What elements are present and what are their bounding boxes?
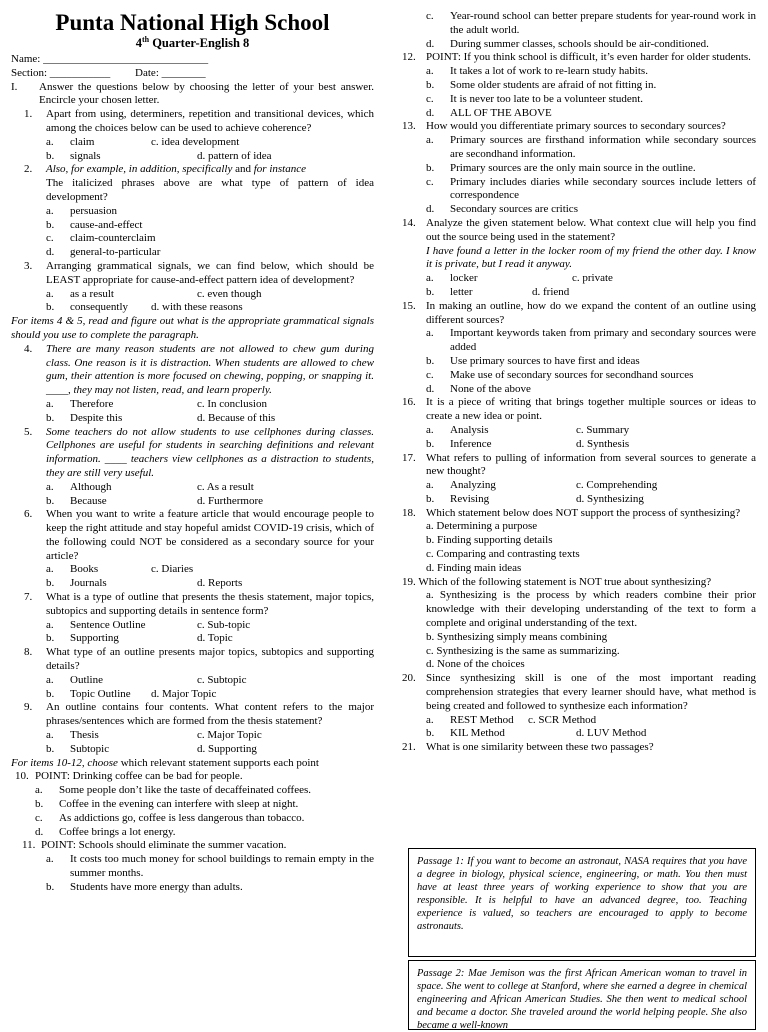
choice-letter: d. — [426, 382, 435, 395]
question-number: 14. — [402, 216, 416, 229]
choices-list-continued — [402, 10, 756, 51]
choice-b[interactable]: Revising — [450, 492, 490, 505]
section-date-line: Section: ___________ Date: ________ — [11, 66, 206, 79]
question-21 — [402, 741, 756, 755]
choice-b[interactable] — [46, 219, 374, 233]
question-number: 8. — [24, 646, 33, 659]
choice-a[interactable] — [35, 784, 374, 798]
choices-row — [402, 286, 756, 300]
choice-text: cause-and-effect — [70, 218, 143, 231]
question-text: POINT: Drinking coffee can be bad for people. — [35, 770, 243, 783]
question-text: Since synthesizing skill is one of the most important reading comprehension strategies that every learner should have, what method is being created and followed to synthesize each information? — [426, 672, 756, 712]
choice-item[interactable]: d. None of the choices — [426, 658, 525, 671]
choices-list — [11, 205, 374, 260]
question-number: 3. — [24, 259, 33, 272]
choice-c[interactable]: c. Major Topic — [197, 729, 262, 742]
choice-letter: a. — [46, 204, 54, 217]
choice-letter: b. — [46, 687, 55, 700]
question-number: 12. — [402, 51, 416, 64]
choice-letter: a. — [46, 618, 54, 631]
question-8 — [11, 646, 374, 674]
question-number: 21. — [402, 741, 416, 754]
question-text: In making an outline, how do we expand the content of an outline using different sources? — [426, 299, 756, 326]
choices-row — [11, 481, 374, 495]
question-number: 18. — [402, 506, 416, 519]
choice-letter: c. — [426, 175, 434, 188]
items-10-12-instruction — [11, 757, 374, 771]
choice-item[interactable]: d. Finding main ideas — [426, 561, 522, 574]
choice-d[interactable] — [426, 383, 756, 397]
quoted-statement: I have found a letter in the locker room of my friend the other day. I know it is private, but I read it anyway. — [426, 244, 756, 271]
choice-a[interactable]: Therefore — [70, 397, 114, 410]
choices-row — [11, 688, 374, 702]
choice-c[interactable] — [46, 232, 374, 246]
choices-row — [11, 674, 374, 688]
choice-b[interactable]: Subtopic — [70, 742, 110, 755]
choice-c[interactable]: c. SCR Method — [528, 713, 597, 726]
choice-c[interactable]: c. Sub-topic — [197, 618, 251, 631]
choice-text: Year-round school can better prepare students for year-round work in the adult world. — [450, 10, 756, 36]
choice-letter: b. — [426, 161, 435, 174]
choice-letter: d. — [46, 246, 55, 259]
choices-row — [11, 288, 374, 302]
choice-b[interactable]: Journals — [70, 577, 107, 590]
choice-letter: a. — [426, 327, 434, 340]
choice-letter: b. — [426, 727, 435, 740]
question-text: What refers to pulling of information from several sources to generate a new thought? — [426, 451, 756, 478]
question-text: There are many reason students are not allowed to chew gum during class. One reason is it is distraction. When students are allowed to chew gum, their attention is more focused on chewing, popping, or snapping it. ____, they may not listen, read, and learn properly. — [46, 342, 374, 397]
passage-2-box: Passage 2: Mae Jemison was the first African American woman to travel in space. She went to college at Stanford, where she earned a degree in chemical engineering and African American Studies. She then went to medical school and became a doctor. She traveled around the world helping people. She also became a well-known — [408, 960, 756, 1030]
choice-letter: a. — [426, 134, 434, 147]
left-column — [11, 0, 374, 895]
choice-c[interactable]: c. private — [572, 272, 613, 285]
choice-letter: a. — [35, 784, 43, 797]
choice-text: Secondary sources are critics — [450, 203, 578, 216]
choice-c[interactable] — [426, 369, 756, 383]
question-text: Which statement below does NOT support the process of synthesizing? — [426, 506, 741, 519]
choice-item[interactable]: a. Synthesizing is the process by which readers combine their prior knowledge with their developing understanding of the text to form a complete and original understanding of the text. — [426, 589, 756, 630]
choice-text: None of the above — [450, 382, 531, 395]
choice-letter: d. — [426, 203, 435, 216]
choice-letter: a. — [46, 287, 54, 300]
question-number: 17. — [402, 451, 416, 464]
choices-row — [402, 424, 756, 438]
choices-row — [11, 136, 374, 150]
question-text: Analyze the given statement below. What context clue will help you find out the source being used in the statement? — [426, 216, 756, 243]
question-text: Some teachers do not allow students to use cellphones during classes. Cellphones are useful for students in searching definitions and relevant information. ____ teachers view cellphones as a distraction to students, they are still very useful. — [46, 425, 374, 479]
choice-b[interactable] — [46, 881, 374, 895]
choice-letter: c. — [426, 10, 434, 22]
choice-letter: c. — [46, 232, 54, 245]
question-text: It is a piece of writing that brings together multiple sources or ideas to create a new idea or point. — [426, 396, 756, 423]
choices-row — [402, 493, 756, 507]
choices-row — [11, 577, 374, 591]
choices-row — [11, 495, 374, 509]
choice-c[interactable]: c. Summary — [576, 423, 630, 436]
question-number: 15. — [402, 299, 416, 312]
question-text: What is a type of outline that presents the thesis statement, major topics, subtopics and supporting details in sentence form? — [46, 591, 374, 617]
question-text: POINT: If you think school is difficult, it’s even harder for older students. — [426, 51, 751, 64]
question-number: 2. — [24, 163, 33, 176]
question-19 — [402, 576, 756, 590]
choices-row — [11, 743, 374, 757]
choice-text: Coffee brings a lot energy. — [59, 825, 176, 838]
name-line: Name: ______________________________ — [11, 53, 209, 65]
choices-row — [402, 479, 756, 493]
choice-item[interactable]: c. Synthesizing is the same as summarizing. — [426, 644, 620, 657]
choice-d[interactable] — [426, 203, 756, 217]
choice-text: It is never too late to be a volunteer student. — [450, 92, 644, 105]
choice-c[interactable] — [426, 176, 756, 204]
choice-b[interactable]: Inference — [450, 437, 492, 450]
choice-c[interactable]: c. Comprehending — [576, 479, 658, 492]
choice-d[interactable] — [46, 246, 374, 260]
choice-letter: a. — [46, 673, 54, 686]
choice-b[interactable]: consequently — [70, 301, 129, 314]
choice-a[interactable]: as a result — [70, 287, 114, 300]
conjunction: and — [232, 163, 254, 176]
question-20 — [402, 672, 756, 713]
choice-text: It takes a lot of work to re-learn study habits. — [450, 65, 648, 78]
question-number: 4. — [24, 342, 33, 355]
choice-d[interactable]: d. Synthesizing — [576, 492, 644, 505]
choice-text: Coffee in the evening can interfere with sleep at night. — [59, 798, 299, 811]
choice-text: Primary sources are firsthand information while secondary sources are secondhand information. — [450, 134, 756, 160]
quarter-number: 4 — [135, 36, 142, 50]
choice-a[interactable] — [46, 853, 374, 881]
school-title: Punta National High School — [55, 10, 330, 35]
question-text: What is one similarity between these two passages? — [426, 741, 654, 754]
choice-text: During summer classes, schools should be air-conditioned. — [450, 37, 709, 50]
question-13 — [402, 120, 756, 134]
choice-a[interactable]: Thesis — [70, 729, 99, 742]
choice-c[interactable] — [426, 10, 756, 38]
choices-row — [11, 398, 374, 412]
question-text: The italicized phrases above are what type of pattern of idea development? — [46, 177, 374, 203]
choice-letter: b. — [426, 285, 435, 298]
choice-letter: b. — [426, 492, 435, 505]
question-number: 16. — [402, 396, 416, 409]
choices-row — [402, 438, 756, 452]
choice-letter: b. — [46, 149, 55, 162]
choice-d[interactable]: d. Synthesis — [576, 437, 630, 450]
passage-1-box: Passage 1: If you want to become an astronaut, NASA requires that you have a degree in biology, physical science, engineering, or math. You then must have at least three years of working experience to show that you are responsible. It is helpful to have an advanced degree, too. Teaching experience is valued, so teachers are encouraged to apply to become astronauts. — [408, 848, 756, 957]
choice-b[interactable]: Despite this — [70, 411, 123, 424]
choice-letter: d. — [426, 106, 435, 119]
question-1 — [11, 108, 374, 136]
choices-row — [11, 729, 374, 743]
choice-text: claim-counterclaim — [70, 232, 156, 245]
question-number: 13. — [402, 120, 416, 133]
question-number: 7. — [24, 591, 33, 604]
choice-text: As addictions go, coffee is less dangerous than tobacco. — [59, 811, 305, 824]
question-number: 11. — [22, 839, 36, 852]
choices-list — [402, 327, 756, 396]
choice-letter: b. — [426, 78, 435, 91]
choice-c[interactable]: c. idea development — [151, 135, 240, 148]
choice-a[interactable] — [426, 65, 756, 79]
choice-letter: b. — [46, 301, 55, 314]
question-3 — [11, 260, 374, 288]
choice-a[interactable]: Sentence Outline — [70, 618, 146, 631]
instruction-text: Answer the questions below by choosing the letter of your best answer. Encircle your chosen letter. — [39, 80, 374, 107]
choice-letter: c. — [35, 811, 43, 824]
question-14 — [402, 217, 756, 245]
choice-letter: a. — [46, 563, 54, 576]
question-6 — [11, 508, 374, 563]
choice-b[interactable] — [426, 79, 756, 93]
choices-list — [402, 589, 756, 672]
choices-row — [11, 150, 374, 164]
choices-row — [11, 619, 374, 633]
choice-b[interactable]: Topic Outline — [70, 687, 131, 700]
question-12 — [402, 51, 756, 65]
choice-d[interactable] — [426, 107, 756, 121]
choice-text: Make use of secondary sources for secondhand sources — [450, 368, 694, 381]
choice-d[interactable]: d. with these reasons — [151, 301, 243, 314]
choice-letter: b. — [46, 411, 55, 424]
choices-row — [11, 301, 374, 315]
question-number: 20. — [402, 672, 416, 685]
choice-d[interactable]: d. pattern of idea — [197, 149, 272, 162]
choices-row — [11, 563, 374, 577]
choice-a[interactable]: claim — [70, 135, 95, 148]
choice-item[interactable]: c. Comparing and contrasting texts — [426, 548, 580, 561]
choice-letter: b. — [46, 880, 55, 893]
choice-letter: a. — [426, 713, 434, 726]
choice-b[interactable]: KIL Method — [450, 727, 505, 740]
question-number: 19. — [402, 575, 416, 588]
choices-list — [402, 134, 756, 217]
choice-text: persuasion — [70, 204, 118, 217]
choice-item[interactable]: b. Finding supporting details — [426, 534, 553, 547]
question-9 — [11, 701, 374, 729]
question-4 — [11, 343, 374, 398]
question-number: 10. — [15, 770, 29, 783]
instruction — [11, 81, 374, 109]
question-18 — [402, 507, 756, 521]
choice-c[interactable]: c. Subtopic — [197, 673, 247, 686]
choice-text: general-to-particular — [70, 246, 161, 259]
choice-letter: d. — [35, 825, 44, 838]
choice-letter: a. — [46, 135, 54, 148]
question-text: An outline contains four contents. What content refers to the major phrases/sentences which are formed from the thesis statement? — [46, 701, 374, 728]
choice-b[interactable]: letter — [450, 285, 473, 298]
question-16 — [402, 396, 756, 424]
choice-c[interactable]: c. even though — [197, 287, 262, 300]
choice-d[interactable]: d. Reports — [197, 577, 243, 590]
quarter-subtitle — [11, 36, 374, 51]
question-number: 5. — [24, 425, 33, 438]
choice-d[interactable]: d. friend — [532, 285, 570, 298]
choice-item[interactable]: a. Determining a purpose — [426, 520, 538, 533]
choice-a[interactable]: Books — [70, 563, 99, 576]
question-number: 6. — [24, 508, 33, 521]
choice-a[interactable] — [426, 327, 756, 355]
question-text: When you want to write a feature article that would encourage people to keep the right attitude and stay hopeful amidst COVID-19 crisis, which of the following could NOT be considered as a secondary source for your article? — [46, 508, 374, 562]
instruction-number: I. — [11, 80, 18, 93]
choice-item[interactable]: b. Synthesizing simply means combining — [426, 630, 608, 643]
choice-letter: a. — [46, 853, 54, 866]
choices-list — [11, 784, 374, 839]
choice-d[interactable] — [35, 826, 374, 840]
choice-letter: a. — [426, 479, 434, 492]
choice-text: Important keywords taken from primary and secondary sources were added — [450, 327, 756, 354]
choice-letter: a. — [46, 397, 54, 410]
choice-d[interactable]: d. Topic — [197, 632, 233, 645]
choice-a[interactable]: Outline — [70, 673, 103, 686]
choice-letter: b. — [46, 742, 55, 755]
choices-row — [11, 412, 374, 426]
choice-letter: a. — [46, 729, 54, 742]
question-number: 1. — [24, 108, 33, 121]
question-5 — [11, 426, 374, 481]
question-text: Which of the following statement is NOT true about synthesizing? — [418, 575, 712, 588]
choice-a[interactable]: locker — [450, 272, 478, 285]
question-2 — [11, 163, 374, 177]
choice-text: Use primary sources to have first and ideas — [450, 354, 640, 367]
choice-a[interactable]: Analysis — [450, 423, 489, 436]
choice-letter: b. — [46, 632, 55, 645]
choice-d[interactable]: d. Major Topic — [151, 687, 217, 700]
question-17 — [402, 452, 756, 480]
choice-b[interactable] — [426, 355, 756, 369]
question-15 — [402, 300, 756, 328]
choice-d[interactable]: d. Furthermore — [197, 494, 263, 507]
choice-text: Primary includes diaries while secondary sources include letters of correspondence — [450, 175, 756, 202]
choice-a[interactable] — [46, 205, 374, 219]
italic-phrase: for instance — [253, 163, 306, 176]
items-4-5-instruction: For items 4 & 5, read and figure out what is the appropriate grammatical signals should you use to complete the paragraph. — [11, 315, 374, 341]
instruction-rest: which relevant statement supports each point — [117, 756, 319, 769]
choice-letter: a. — [46, 480, 54, 493]
right-column — [402, 0, 756, 755]
question-11 — [11, 839, 374, 853]
choice-letter: b. — [46, 218, 55, 231]
choice-text: It costs too much money for school buildings to remain empty in the summer months. — [70, 853, 374, 880]
choice-d[interactable]: d. LUV Method — [576, 727, 647, 740]
choice-letter: c. — [426, 92, 434, 105]
choice-b[interactable] — [426, 162, 756, 176]
choice-text: Some older students are afraid of not fitting in. — [450, 78, 657, 91]
question-10 — [11, 770, 374, 784]
choice-letter: b. — [426, 437, 435, 450]
choice-a[interactable] — [426, 134, 756, 162]
choice-c[interactable]: c. Diaries — [151, 563, 194, 576]
choice-letter: b. — [426, 354, 435, 367]
question-number: 9. — [24, 701, 33, 714]
choice-a[interactable]: Although — [70, 480, 112, 493]
choice-text: Primary sources are the only main source in the outline. — [450, 161, 696, 174]
question-text: Arranging grammatical signals, we can find below, which should be LEAST appropriate for cause-and-effect pattern idea of development? — [46, 259, 374, 286]
choice-text: ALL OF THE ABOVE — [450, 106, 552, 119]
choice-a[interactable]: Analyzing — [450, 479, 496, 492]
choice-text: Some people don’t like the taste of decaffeinated coffees. — [59, 784, 311, 797]
question-text: Apart from using, determiners, repetition and transitional devices, which among the choices below can be used to achieve coherence? — [46, 108, 374, 134]
choices-list — [11, 853, 374, 894]
choices-row — [402, 272, 756, 286]
choice-c[interactable]: c. In conclusion — [197, 397, 267, 410]
quarter-ordinal: th — [141, 34, 150, 44]
choice-letter: a. — [426, 272, 434, 285]
choice-d[interactable]: d. Because of this — [197, 411, 276, 424]
choice-b[interactable] — [35, 798, 374, 812]
choice-letter: a. — [426, 423, 434, 436]
question-text: What type of an outline presents major topics, subtopics and supporting details? — [46, 646, 374, 673]
question-text: POINT: Schools should eliminate the summer vacation. — [41, 839, 287, 852]
choices-list — [402, 520, 756, 575]
question-7 — [11, 591, 374, 619]
choices-row — [402, 714, 756, 728]
quarter-subject: Quarter-English 8 — [149, 36, 250, 50]
choice-d[interactable] — [426, 38, 756, 52]
choice-c[interactable] — [426, 93, 756, 107]
choice-letter: b. — [35, 798, 44, 811]
choice-c[interactable] — [35, 812, 374, 826]
choices-list — [402, 65, 756, 120]
choices-row — [11, 632, 374, 646]
choice-a[interactable]: REST Method — [450, 713, 514, 726]
choice-letter: d. — [426, 37, 435, 50]
choice-b[interactable]: Because — [70, 494, 107, 507]
choices-row — [402, 727, 756, 741]
choice-letter: c. — [426, 368, 434, 381]
choice-text: Students have more energy than adults. — [70, 880, 243, 893]
choice-letter: a. — [426, 65, 434, 78]
italic-phrases: Also, for example, in addition, specifically — [46, 163, 233, 176]
choice-d[interactable]: d. Supporting — [197, 742, 257, 755]
choice-letter: b. — [46, 494, 55, 507]
choice-c[interactable]: c. As a result — [197, 480, 254, 493]
instruction-italic: For items 10-12, choose — [11, 756, 118, 769]
choice-b[interactable]: signals — [70, 149, 101, 162]
choice-letter: b. — [46, 577, 55, 590]
question-text: How would you differentiate primary sources to secondary sources? — [426, 120, 726, 133]
choice-b[interactable]: Supporting — [70, 632, 119, 645]
